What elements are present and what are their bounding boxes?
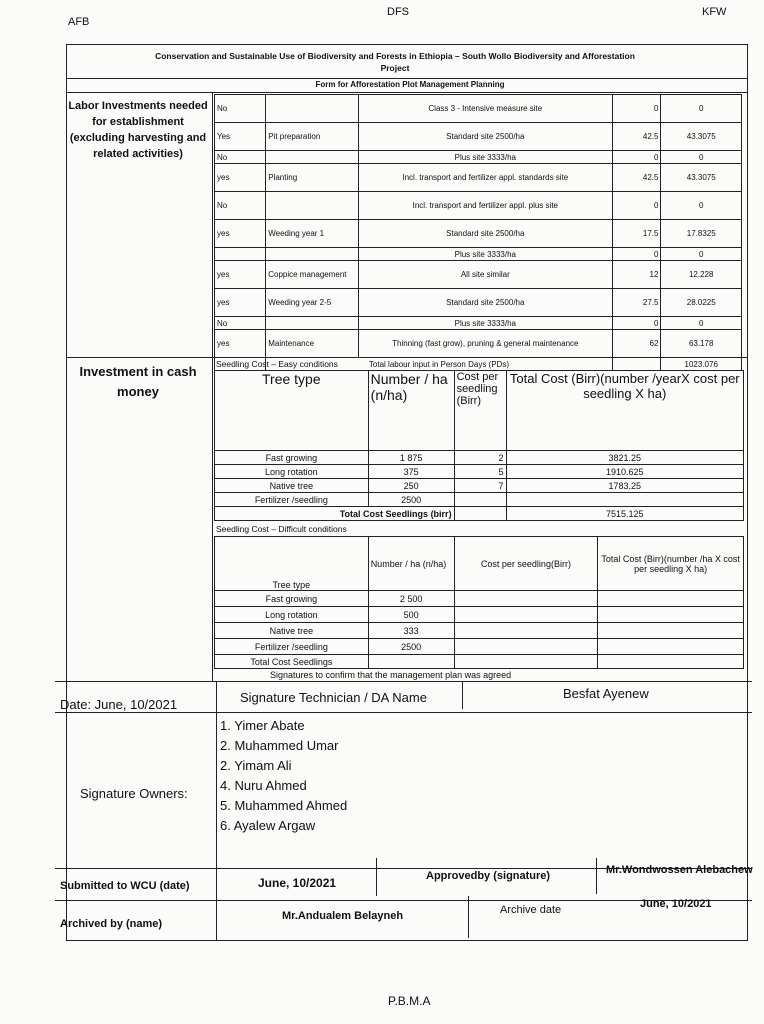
difficult-total [598, 591, 744, 607]
labor-adjusted-value: 17.8325 [661, 220, 742, 248]
easy-row [215, 451, 744, 465]
labor-value: 12 [612, 261, 661, 289]
easy-seedling-table [214, 370, 744, 521]
labor-row [215, 220, 742, 248]
labor-value: 17.5 [612, 220, 661, 248]
labor-description: Thinning (fast grow), pruning & general maintenance [358, 330, 612, 358]
difficult-number: 500 [368, 607, 454, 623]
easy-header-cost: Cost per seedling (Birr) [454, 371, 506, 451]
easy-number: 250 [368, 479, 454, 493]
labor-yes-no: No [215, 95, 266, 123]
difficult-header-type: Tree type [215, 537, 369, 591]
difficult-header-total: Total Cost (Birr)(number /ha X cost per seedling X ha) [598, 537, 744, 591]
labor-activity: Weeding year 1 [266, 220, 359, 248]
difficult-total [598, 623, 744, 639]
difficult-number: 2 500 [368, 591, 454, 607]
difficult-row [215, 639, 744, 655]
labor-description: All site similar [358, 261, 612, 289]
difficult-tree-type: Fertilizer /seedling [215, 639, 369, 655]
labor-description: Standard site 2500/ha [358, 123, 612, 151]
form-title: Form for Afforestation Plot Management Planning [315, 80, 505, 89]
easy-cost: 7 [454, 479, 506, 493]
labor-value: 27.5 [612, 289, 661, 317]
easy-row [215, 465, 744, 479]
easy-tree-type: Native tree [215, 479, 369, 493]
labor-description: Incl. transport and fertilizer appl. standards site [358, 164, 612, 192]
difficult-tree-type: Long rotation [215, 607, 369, 623]
difficult-row [215, 623, 744, 639]
owner-name: 4. Nuru Ahmed [220, 778, 307, 793]
difficult-header-number: Number / ha (n/ha) [368, 537, 454, 591]
labor-adjusted-value: 0 [661, 151, 742, 164]
labor-activity: Weeding year 2-5 [266, 289, 359, 317]
labor-adjusted-value: 28.0225 [661, 289, 742, 317]
cash-investment-label: Investment in cash money [79, 364, 197, 399]
labor-description: Standard site 2500/ha [358, 220, 612, 248]
labor-yes-no: No [215, 151, 266, 164]
footer-label: P.B.M.A [388, 994, 431, 1008]
easy-cost: 5 [454, 465, 506, 479]
easy-cost: 2 [454, 451, 506, 465]
easy-total: 1910.625 [506, 465, 743, 479]
labor-description: Incl. transport and fertilizer appl. plus site [358, 192, 612, 220]
labor-value: 0 [612, 248, 661, 261]
difficult-cost [454, 607, 598, 623]
labor-value: 42.5 [612, 164, 661, 192]
labor-value: 0 [612, 95, 661, 123]
difficult-row [215, 591, 744, 607]
labor-value: 0 [612, 151, 661, 164]
easy-tree-type: Long rotation [215, 465, 369, 479]
easy-number: 2500 [368, 493, 454, 507]
difficult-cost [454, 639, 598, 655]
labor-activity [266, 317, 359, 330]
technician-label: Signature Technician / DA Name [240, 690, 427, 705]
difficult-number: 333 [368, 623, 454, 639]
labor-yes-no [215, 248, 266, 261]
labor-yes-no: yes [215, 289, 266, 317]
labor-activity: Maintenance [266, 330, 359, 358]
labor-description: Class 3 - Intensive measure site [358, 95, 612, 123]
labor-yes-no: yes [215, 261, 266, 289]
labor-yes-no: No [215, 192, 266, 220]
owner-name: 1. Yimer Abate [220, 718, 305, 733]
labor-adjusted-value: 0 [661, 95, 742, 123]
easy-total [506, 493, 743, 507]
easy-number: 1 875 [368, 451, 454, 465]
easy-total-value: 7515.125 [506, 507, 743, 521]
archive-date-label: Archive date [500, 904, 562, 916]
archived-name: Mr.Andualem Belayneh [282, 910, 404, 922]
difficult-tree-type: Native tree [215, 623, 369, 639]
easy-tree-type: Fertilizer /seedling [215, 493, 369, 507]
easy-total: 3821.25 [506, 451, 743, 465]
easy-total: 1783.25 [506, 479, 743, 493]
owner-name: 2. Muhammed Umar [220, 738, 339, 753]
labor-value: 0 [612, 192, 661, 220]
easy-row [215, 493, 744, 507]
labor-activity: Coppice management [266, 261, 359, 289]
labor-adjusted-value: 43.3075 [661, 164, 742, 192]
labor-yes-no: yes [215, 220, 266, 248]
labor-yes-no: No [215, 317, 266, 330]
easy-tree-type: Fast growing [215, 451, 369, 465]
labor-row [215, 289, 742, 317]
owner-name: 2. Yimam Ali [220, 758, 292, 773]
labor-activity [266, 248, 359, 261]
labor-description: Standard site 2500/ha [358, 289, 612, 317]
labor-row [215, 164, 742, 192]
labor-description: Plus site 3333/ha [358, 151, 612, 164]
date-label: Date: June, 10/2021 [60, 697, 178, 712]
corner-left-label: AFB [68, 16, 90, 28]
easy-header-type: Tree type [215, 371, 369, 451]
easy-number: 375 [368, 465, 454, 479]
owner-name: 5. Muhammed Ahmed [220, 798, 348, 813]
labor-table [214, 94, 742, 371]
labor-total-label: Total labour input in Person Days (PDs) [266, 358, 612, 371]
labor-value: 0 [612, 317, 661, 330]
owner-name: 6. Ayalew Argaw [220, 818, 316, 833]
labor-row [215, 123, 742, 151]
approved-label: Approvedby (signature) [426, 870, 551, 882]
approved-name: Mr.Wondwossen Alebachew [606, 864, 753, 876]
easy-total-label: Total Cost Seedlings (birr) [215, 507, 455, 521]
labor-row [215, 317, 742, 330]
labor-activity [266, 192, 359, 220]
labor-description: Plus site 3333/ha [358, 317, 612, 330]
difficult-tree-type: Fast growing [215, 591, 369, 607]
labor-adjusted-value: 43.3075 [661, 123, 742, 151]
labor-total-value: 1023.076 [661, 358, 742, 371]
labor-yes-no: yes [215, 164, 266, 192]
difficult-caption: Seedling Cost – Difficult conditions [216, 524, 347, 534]
project-title: Conservation and Sustainable Use of Biodiversity and Forests in Ethiopia – South Wollo Biodiversity and Afforestation Project [155, 51, 635, 73]
labor-row [215, 248, 742, 261]
difficult-cost [454, 591, 598, 607]
labor-value: 62 [612, 330, 661, 358]
labor-row [215, 95, 742, 123]
archived-label: Archived by (name) [60, 918, 163, 930]
difficult-row [215, 607, 744, 623]
labor-row [215, 151, 742, 164]
labor-adjusted-value: 0 [661, 248, 742, 261]
labor-adjusted-value: 0 [661, 317, 742, 330]
labor-activity [266, 151, 359, 164]
difficult-header-cost: Cost per seedling(Birr) [454, 537, 598, 591]
difficult-total [598, 639, 744, 655]
technician-name: Besfat Ayenew [563, 686, 649, 701]
difficult-total-label: Total Cost Seedlings [215, 655, 369, 669]
difficult-seedling-table [214, 536, 744, 669]
difficult-cost [454, 623, 598, 639]
owners-label: Signature Owners: [80, 786, 188, 801]
labor-row [215, 192, 742, 220]
submitted-label: Submitted to WCU (date) [60, 880, 190, 892]
easy-cost [454, 493, 506, 507]
labor-yes-no: Yes [215, 123, 266, 151]
easy-header-total: Total Cost (Birr)(number /yearX cost per seedling X ha) [506, 371, 743, 451]
labor-description: Plus site 3333/ha [358, 248, 612, 261]
difficult-number: 2500 [368, 639, 454, 655]
labor-row [215, 330, 742, 358]
labor-activity [266, 95, 359, 123]
easy-header-number: Number / ha (n/ha) [368, 371, 454, 451]
labor-yes-no: yes [215, 330, 266, 358]
corner-center-label: DFS [387, 6, 409, 18]
difficult-total [598, 607, 744, 623]
signature-caption: Signatures to confirm that the management plan was agreed [270, 670, 512, 680]
labor-adjusted-value: 63.178 [661, 330, 742, 358]
labor-value: 42.5 [612, 123, 661, 151]
labor-adjusted-value: 0 [661, 192, 742, 220]
easy-row [215, 479, 744, 493]
owners-list [220, 716, 347, 836]
easy-caption: Seedling Cost – Easy conditions [216, 359, 338, 369]
submitted-date: June, 10/2021 [258, 876, 337, 890]
labor-adjusted-value: 12.228 [661, 261, 742, 289]
labor-row [215, 261, 742, 289]
labor-activity: Planting [266, 164, 359, 192]
labor-activity: Pit preparation [266, 123, 359, 151]
archive-date: June, 10/2021 [640, 898, 712, 910]
labor-investments-label: Labor Investments needed for establishment (excluding harvesting and related activities) [68, 100, 208, 160]
corner-right-label: KFW [702, 6, 727, 18]
